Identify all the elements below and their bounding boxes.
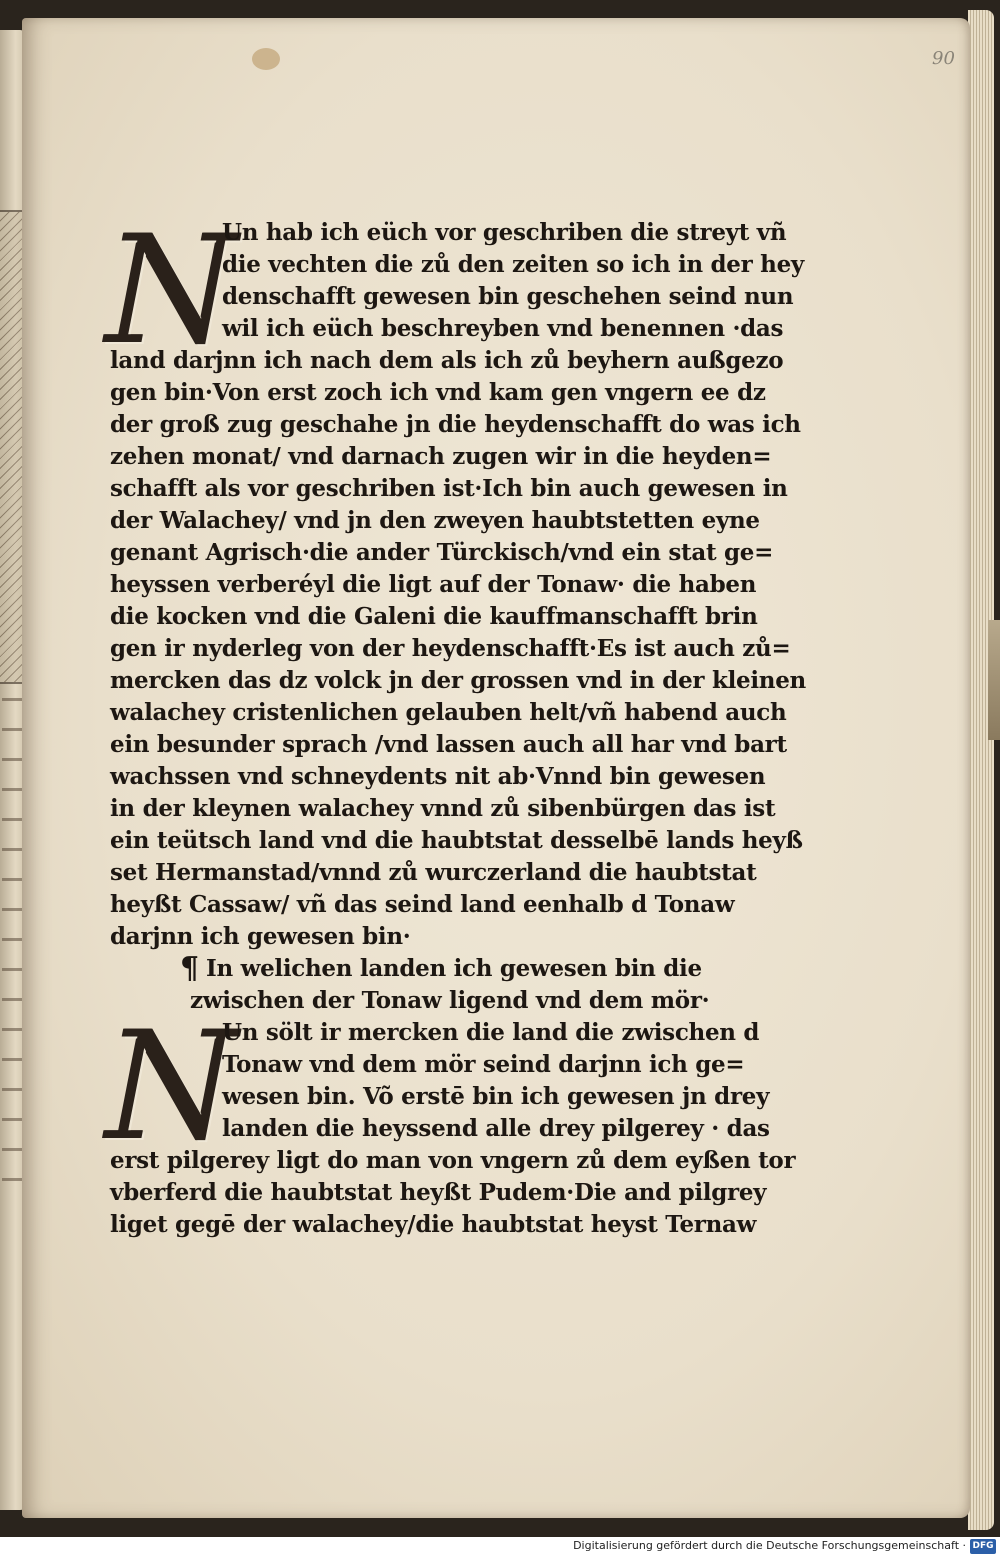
text-line: land darjnn ich nach dem als ich zů beyhern außgezo — [110, 347, 784, 374]
text-line: vberferd die haubtstat heyßt Pudem·Die and pilgrey — [110, 1179, 767, 1206]
text-line: walachey cristenlichen gelauben helt/vñ habend auch — [110, 699, 787, 726]
text-line: heyßt Cassaw/ vñ das seind land eenhalb d Tonaw — [110, 891, 735, 918]
text-line: landen die heyssend alle drey pilgerey · das — [222, 1115, 770, 1142]
book-page — [22, 18, 970, 1518]
text-line: heyssen verberéyl die ligt auf der Tonaw· die haben — [110, 571, 757, 598]
text-line: ein besunder sprach /vnd lassen auch all har vnd bart — [110, 731, 787, 758]
text-line: wesen bin. Võ erstē bin ich gewesen jn drey — [222, 1083, 770, 1110]
previous-page-woodcut — [0, 210, 24, 684]
text-line: ein teütsch land vnd die haubtstat desselbē lands heyß — [110, 827, 803, 854]
text-line: zehen monat/ vnd darnach zugen wir in die heyden= — [110, 443, 772, 470]
text-line: Un sölt ir mercken die land die zwischen d — [222, 1019, 760, 1046]
text-line: mercken das dz volck jn der grossen vnd in der kleinen — [110, 667, 806, 694]
text-line: die kocken vnd die Galeni die kauffmanschafft brin — [110, 603, 758, 630]
text-line: die vechten die zů den zeiten so ich in der hey — [222, 251, 804, 278]
text-line: der groß zug geschahe jn die heydenschafft do was ich — [110, 411, 801, 438]
text-line: gen bin·Von erst zoch ich vnd kam gen vngern ee dz — [110, 379, 766, 406]
text-line: liget gegē der walachey/die haubtstat heyst Ternaw — [110, 1211, 757, 1238]
decorated-initial: N — [106, 1000, 238, 1174]
text-line: wachssen vnd schneydents nit ab·Vnnd bin gewesen — [110, 763, 766, 790]
funding-credit: Digitalisierung gefördert durch die Deutsche Forschungsgemeinschaft · — [573, 1539, 966, 1552]
page-edges — [968, 10, 994, 1530]
dfg-logo: DFG — [970, 1539, 996, 1554]
text-line: Tonaw vnd dem mör seind darjnn ich ge= — [222, 1051, 745, 1078]
text-line: erst pilgerey ligt do man von vngern zů dem eyßen tor — [110, 1147, 796, 1174]
text-line: gen ir nyderleg von der heydenschafft·Es ist auch zů= — [110, 635, 791, 662]
text-line: schafft als vor geschriben ist·Ich bin auch gewesen in — [110, 475, 788, 502]
digitization-footer — [0, 1537, 1000, 1557]
text-line: wil ich eüch beschreyben vnd benennen ·das — [222, 315, 784, 342]
text-line: Un hab ich eüch vor geschriben die streyt vñ — [222, 219, 787, 246]
text-line: darjnn ich gewesen bin· — [110, 923, 411, 950]
folio-number: 90 — [932, 48, 955, 69]
previous-page-text-fragment — [2, 680, 24, 1200]
decorated-initial: N — [106, 204, 238, 378]
text-line: der Walachey/ vnd jn den zweyen haubtstetten eyne — [110, 507, 760, 534]
book-clasp — [988, 620, 1000, 740]
section-heading-line: zwischen der Tonaw ligend vnd dem mör· — [190, 987, 710, 1014]
text-line: set Hermanstad/vnnd zů wurczerland die haubtstat — [110, 859, 757, 886]
section-heading-line: In welichen landen ich gewesen bin die — [206, 955, 702, 982]
text-line: denschafft gewesen bin geschehen seind nun — [222, 283, 794, 310]
paper-stain — [252, 48, 280, 70]
text-line: in der kleynen walachey vnnd zů sibenbürgen das ist — [110, 795, 776, 822]
section-mark: ¶ — [180, 951, 200, 986]
text-line: genant Agrisch·die ander Türckisch/vnd ein stat ge= — [110, 539, 774, 566]
